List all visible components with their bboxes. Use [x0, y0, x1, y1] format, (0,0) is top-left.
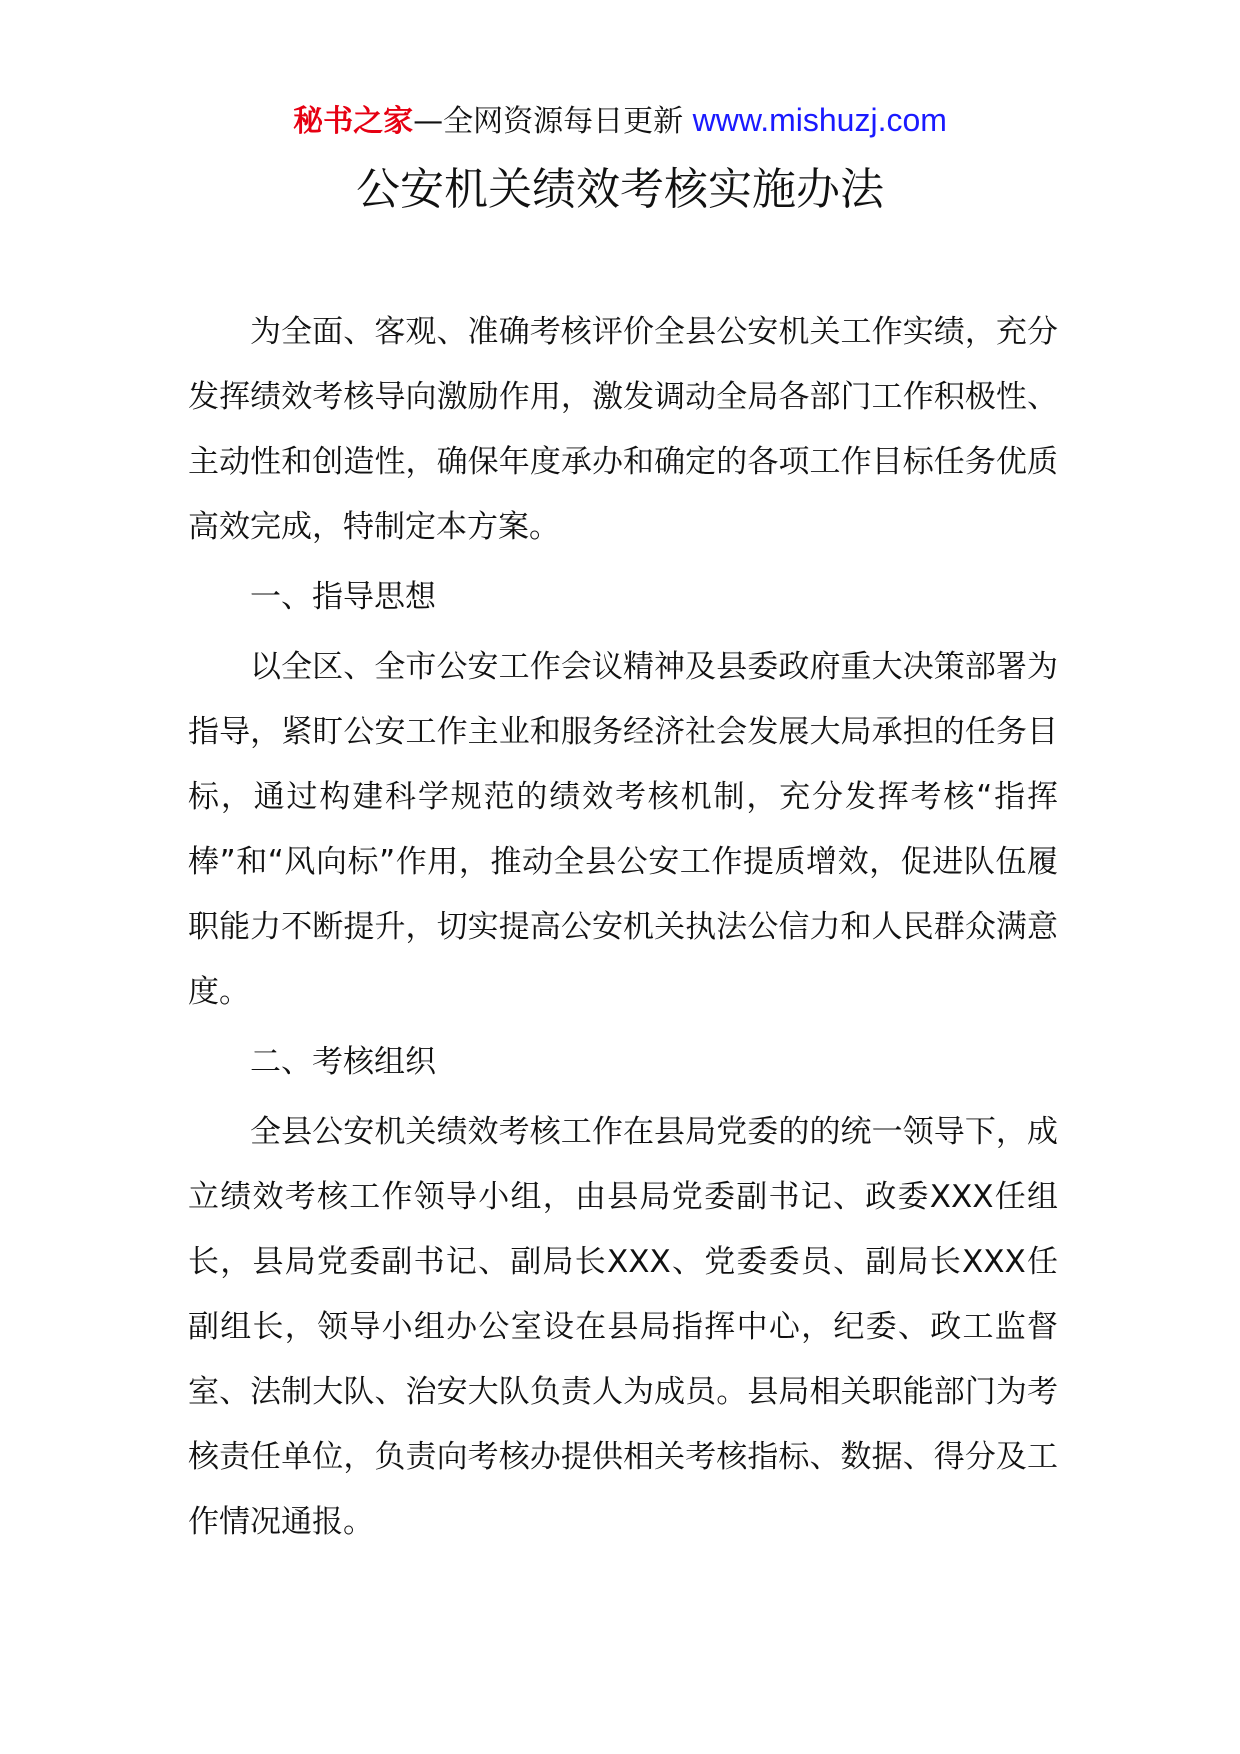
intro-paragraph: 为全面、客观、准确考核评价全县公安机关工作实绩，充分发挥绩效考核导向激励作用，激发调动全局各部门工作积极性、主动性和创造性，确保年度承办和确定的各项工作目标任务优质高效完成，特制定本方案。 — [188, 314, 1058, 545]
site-banner — [0, 100, 1240, 142]
section-heading-assessment-organization: 二、考核组织 — [250, 1044, 436, 1080]
section-body-guiding-ideology: 以全区、全市公安工作会议精神及县委政府重大决策部署为指导，紧盯公安工作主业和服务经济社会发展大局承担的任务目标，通过构建科学规范的绩效考核机制，充分发挥考核“指挥棒”和“风向标”作用，推动全县公安工作提质增效，促进队伍履职能力不断提升，切实提高公安机关执法公信力和人民群众满意度。 — [188, 649, 1058, 1010]
site-slogan: —全网资源每日更新 — [413, 104, 684, 139]
site-url-link[interactable]: www.mishuzj.com — [692, 102, 947, 138]
document-body — [188, 300, 1058, 1555]
document-title: 公安机关绩效考核实施办法 — [356, 164, 884, 215]
section-heading-guiding-ideology: 一、指导思想 — [250, 579, 436, 615]
section-body-assessment-organization: 全县公安机关绩效考核工作在县局党委的的统一领导下，成立绩效考核工作领导小组，由县局党委副书记、政委XXX任组长，县局党委副书记、副局长XXX、党委委员、副局长XXX任副组长，领导小组办公室设在县局指挥中心，纪委、政工监督室、法制大队、治安大队负责人为成员。县局相关职能部门为考核责任单位，负责向考核办提供相关考核指标、数据、得分及工作情况通报。 — [188, 1114, 1058, 1540]
brand-name: 秘书之家 — [293, 104, 414, 139]
